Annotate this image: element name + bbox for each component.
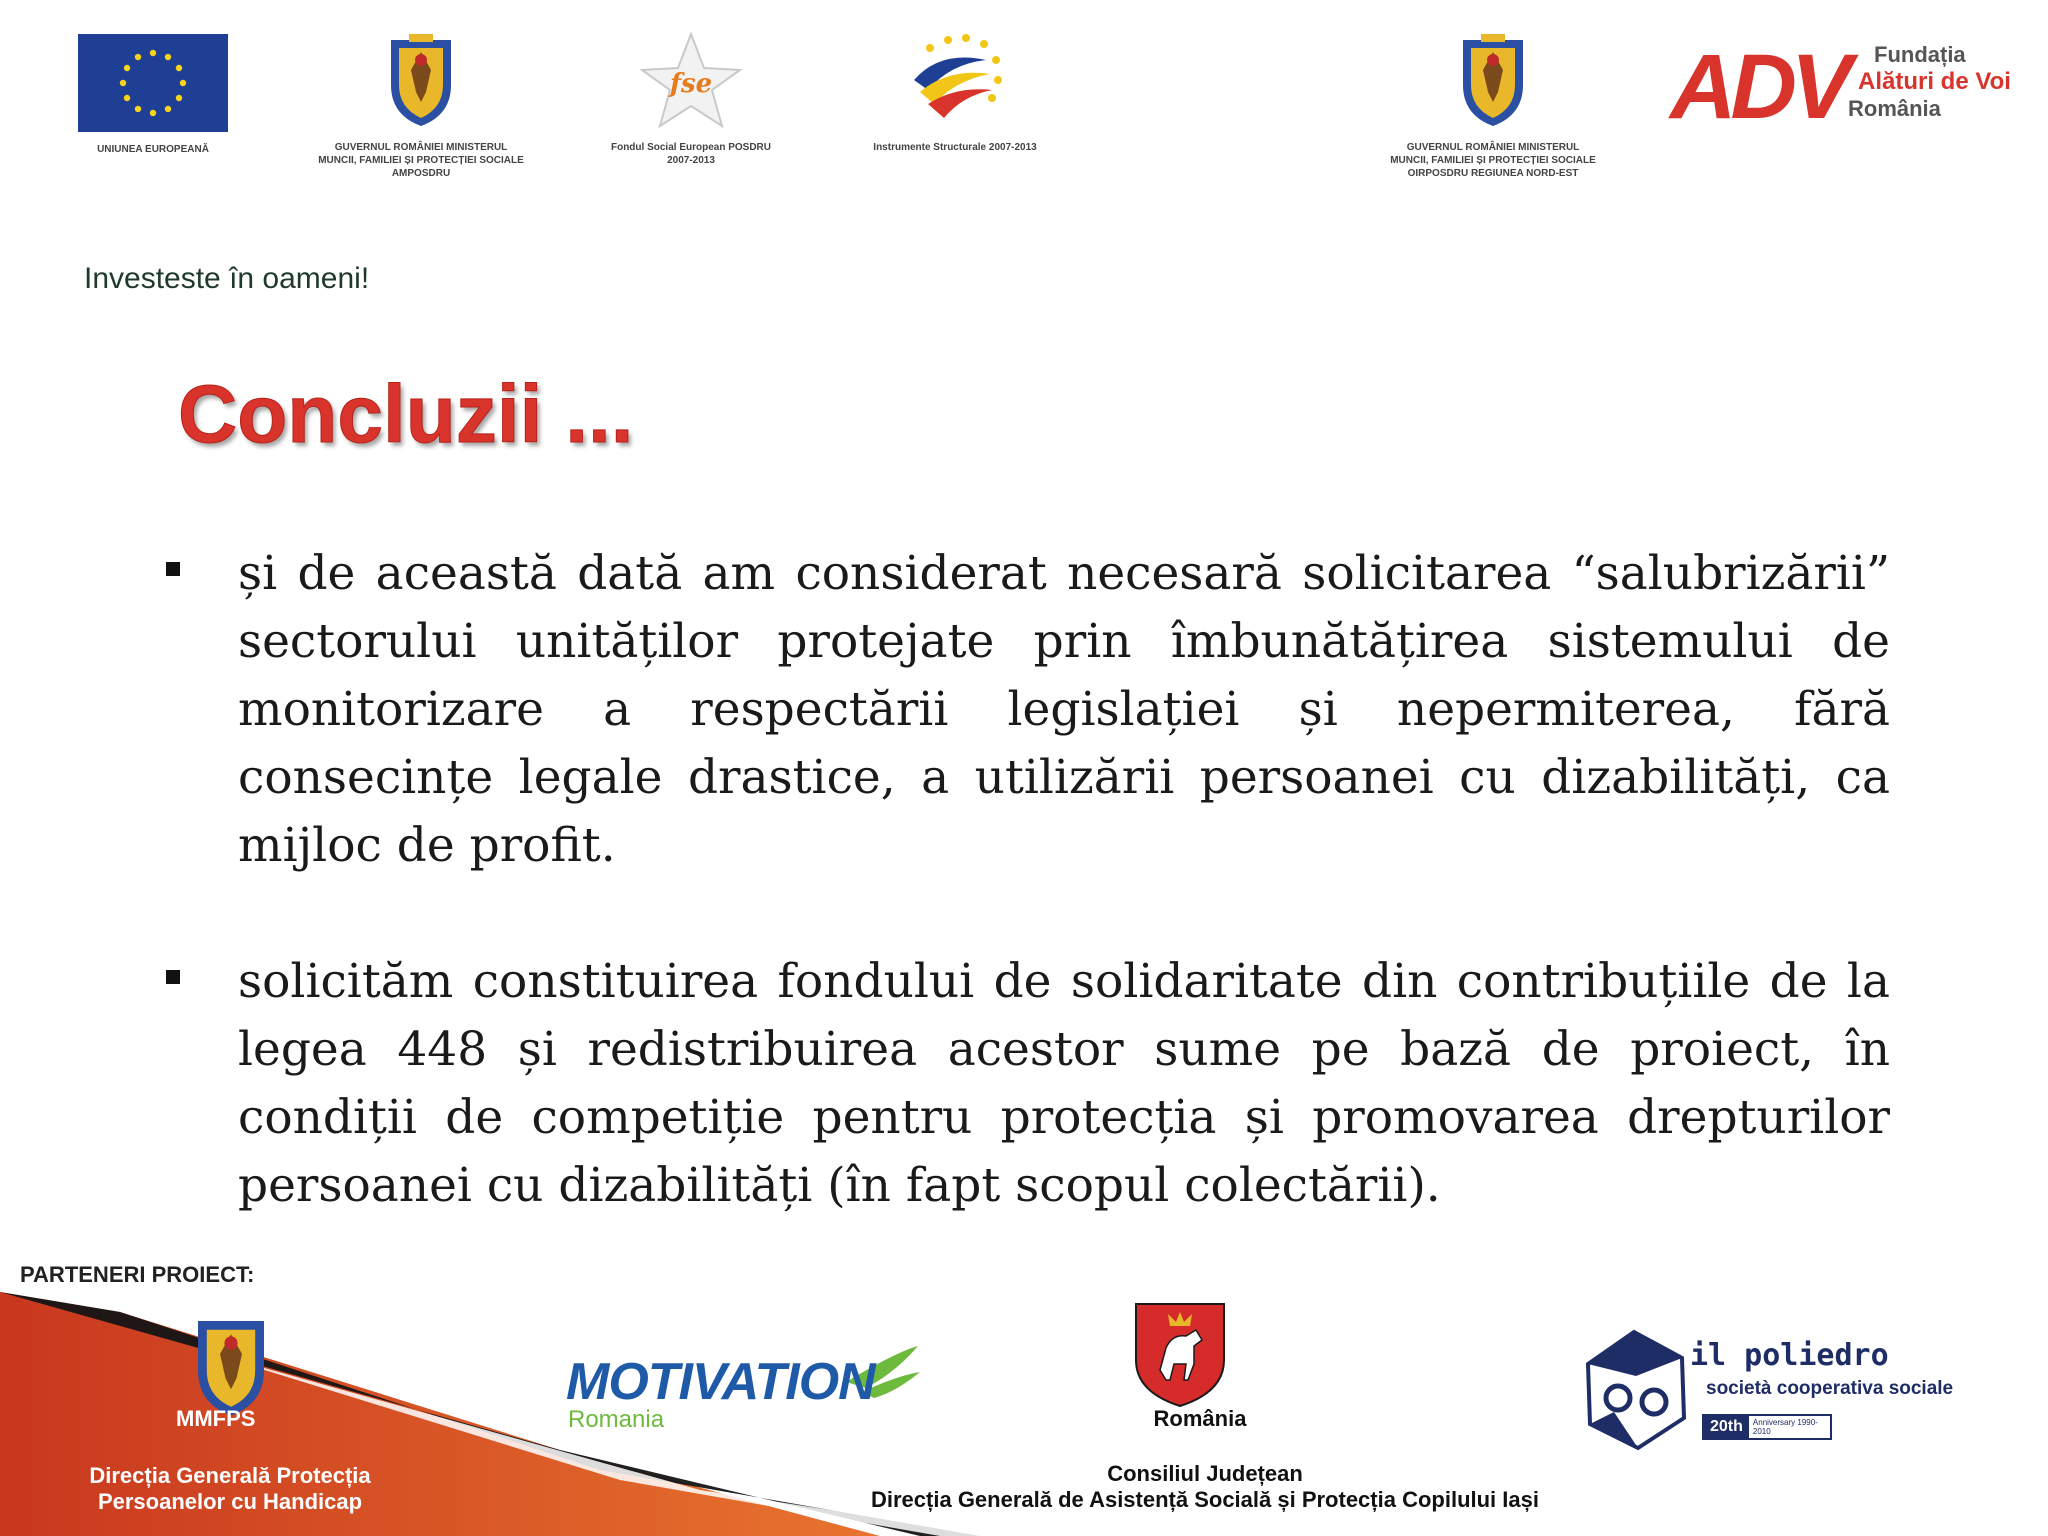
footer-partners <box>0 1250 2048 1536</box>
bullet-list <box>160 540 1890 1288</box>
eu-star <box>135 54 141 60</box>
poliedro-badge <box>1702 1414 1832 1440</box>
adv-line3: România <box>1848 96 1941 121</box>
coat-of-arms-icon-2 <box>1453 30 1533 130</box>
eu-star <box>120 80 126 86</box>
adv-mark-text: ADV <box>1670 38 1847 128</box>
adv-logo <box>1666 38 2036 138</box>
partners-label: PARTENERI PROIECT: <box>20 1262 255 1287</box>
eu-star <box>180 80 186 86</box>
gov-caption-2: GUVERNUL ROMÂNIEI MINISTERUL MUNCII, FAMILIEI ȘI PROTECȚIEI SOCIALE OIRPOSDRU REGIUNEA NORD-EST <box>1390 142 1596 179</box>
gov-caption: GUVERNUL ROMÂNIEI MINISTERUL MUNCII, FAMILIEI ȘI PROTECȚIEI SOCIALE AMPOSDRU <box>318 142 524 179</box>
fse-mark-text: fse <box>669 69 713 99</box>
poliedro-sub: società cooperativa sociale <box>1706 1378 1954 1399</box>
structural-instruments-icon <box>900 30 1010 130</box>
square-bullet-icon <box>166 970 180 984</box>
mmfps-label: MMFPS <box>176 1406 256 1431</box>
iasi-caption: România <box>1153 1406 1247 1431</box>
dgpph-line1: Direcția Generală Protecția <box>89 1463 371 1488</box>
structural-instruments-logo <box>870 30 1040 154</box>
poliedro-badge-number: 20th <box>1704 1416 1749 1438</box>
cj-line1: Consiliul Județean <box>1107 1461 1303 1486</box>
iasi-coat-of-arms-icon <box>1132 1300 1228 1408</box>
list-item <box>160 540 1890 880</box>
fse-star-icon <box>636 30 746 130</box>
page-title: Concluzii ... <box>178 369 634 460</box>
fse-logo <box>606 30 776 167</box>
eu-star <box>176 65 182 71</box>
eu-star <box>150 50 156 56</box>
poliedro-badge-sub: Anniversary 1990-2010 <box>1752 1418 1818 1436</box>
motivation-word: MOTIVATION <box>566 1353 875 1411</box>
eu-logo <box>78 34 228 156</box>
bullet-text: și de această dată am considerat necesară solicitarea “salubrizării” sectorului unităților protejate prin îmbunătățirea sistemului de monitorizare a respectării legislației și nepermiterea, fără consecințe legale drastice, a utilizării persoanei cu dizabilități, ca mijloc de profit. <box>238 546 1890 873</box>
poliedro-icon <box>1584 1328 1688 1452</box>
eu-star <box>135 106 141 112</box>
cj-line2: Direcția Generală de Asistență Socială și Protecția Copilului Iași <box>871 1487 1539 1512</box>
adv-mark-icon <box>1666 38 1866 128</box>
eu-star <box>165 54 171 60</box>
square-bullet-icon <box>166 562 180 576</box>
poliedro-title: il poliedro <box>1690 1338 1889 1373</box>
adv-line2: Alături de Voi <box>1858 68 2011 95</box>
eu-star <box>165 106 171 112</box>
eu-flag-icon <box>78 34 228 132</box>
adv-line1: Fundația <box>1874 42 1966 67</box>
coat-of-arms-icon <box>381 30 461 130</box>
motivation-logo <box>566 1342 946 1442</box>
eu-star <box>124 65 130 71</box>
bullet-text: solicităm constituirea fondului de solidaritate din contribuțiile de la legea 448 și redistribuirea acestor sume pe bază de proiect, în condiții de competiție pentru protecția și promovarea drepturilor persoanei cu dizabilități (în fapt scopul colectării). <box>238 954 1890 1213</box>
eu-star <box>150 110 156 116</box>
tagline: Investeste în oameni! <box>84 262 370 295</box>
gov-logo <box>318 30 524 180</box>
structural-caption: Instrumente Structurale 2007-2013 <box>873 142 1037 153</box>
header-logo-strip <box>0 0 2048 230</box>
eu-star <box>176 95 182 101</box>
motivation-sub: Romania <box>568 1406 665 1433</box>
gov-logo-2 <box>1390 30 1596 180</box>
list-item <box>160 948 1890 1220</box>
dgpph-line2: Persoanelor cu Handicap <box>97 1489 363 1514</box>
eu-caption: UNIUNEA EUROPEANĂ <box>97 144 209 155</box>
fse-caption: Fondul Social European POSDRU 2007-2013 <box>610 142 771 166</box>
mmfps-coat-of-arms-icon <box>186 1310 276 1420</box>
eu-star <box>124 95 130 101</box>
